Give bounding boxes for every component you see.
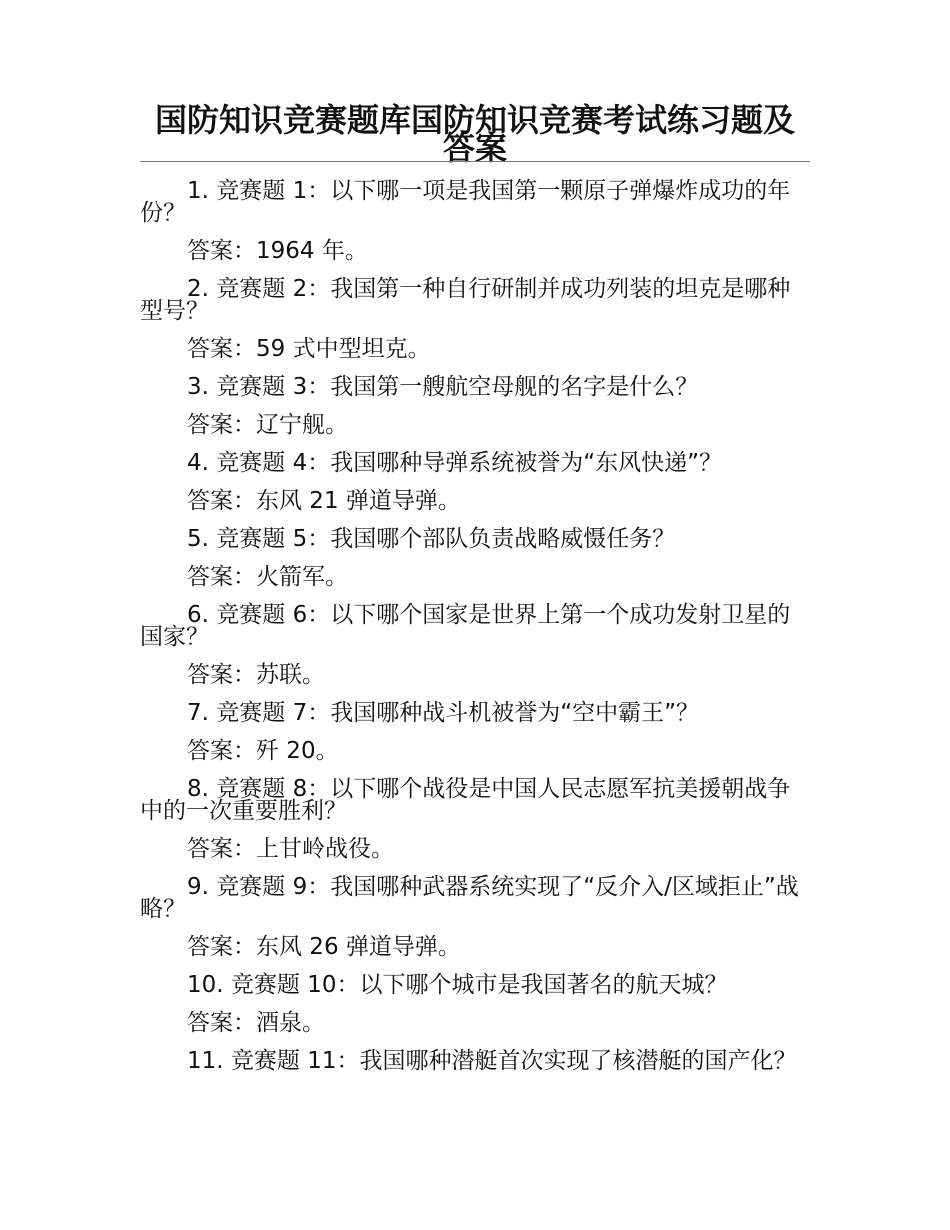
answer-3: 答案：辽宁舰。 — [187, 412, 348, 438]
question-2: 2. 竞赛题 2：我国第一种自行研制并成功列装的坦克是哪种型号？ — [140, 276, 791, 324]
answer-2: 答案：59 式中型坦克。 — [187, 336, 431, 362]
document-title: 国防知识竞赛题库国防知识竞赛考试练习题及答案 — [154, 101, 795, 167]
answer-6: 答案：苏联。 — [187, 662, 325, 688]
answer-4: 答案：东风 21 弹道导弹。 — [187, 488, 461, 514]
question-3: 3. 竞赛题 3：我国第一艘航空母舰的名字是什么？ — [187, 374, 699, 400]
answer-5: 答案：火箭军。 — [187, 564, 348, 590]
answer-9: 答案：东风 26 弹道导弹。 — [187, 934, 461, 960]
question-5: 5. 竞赛题 5：我国哪个部队负责战略威慑任务？ — [187, 526, 676, 552]
title-underline — [140, 161, 810, 162]
question-4: 4. 竞赛题 4：我国哪种导弹系统被誉为“东风快递”？ — [187, 450, 723, 476]
answer-10: 答案：酒泉。 — [187, 1010, 325, 1036]
answer-8: 答案：上甘岭战役。 — [187, 836, 394, 862]
question-1: 1. 竞赛题 1：以下哪一项是我国第一颗原子弹爆炸成功的年份？ — [140, 178, 791, 226]
question-6: 6. 竞赛题 6：以下哪个国家是世界上第一个成功发射卫星的国家？ — [140, 602, 791, 650]
question-8: 8. 竞赛题 8：以下哪个战役是中国人民志愿军抗美援朝战争中的一次重要胜利？ — [140, 776, 791, 824]
answer-7: 答案：歼 20。 — [187, 738, 339, 764]
question-9: 9. 竞赛题 9：我国哪种武器系统实现了“反介入/区域拒止”战略？ — [140, 874, 799, 922]
answer-1: 答案：1964 年。 — [187, 238, 368, 264]
qa-list — [140, 180, 810, 1072]
question-10: 10. 竞赛题 10：以下哪个城市是我国著名的航天城？ — [187, 972, 728, 998]
question-11: 11. 竞赛题 11：我国哪种潜艇首次实现了核潜艇的国产化？ — [187, 1048, 797, 1074]
question-7: 7. 竞赛题 7：我国哪种战斗机被誉为“空中霸王”？ — [187, 700, 700, 726]
